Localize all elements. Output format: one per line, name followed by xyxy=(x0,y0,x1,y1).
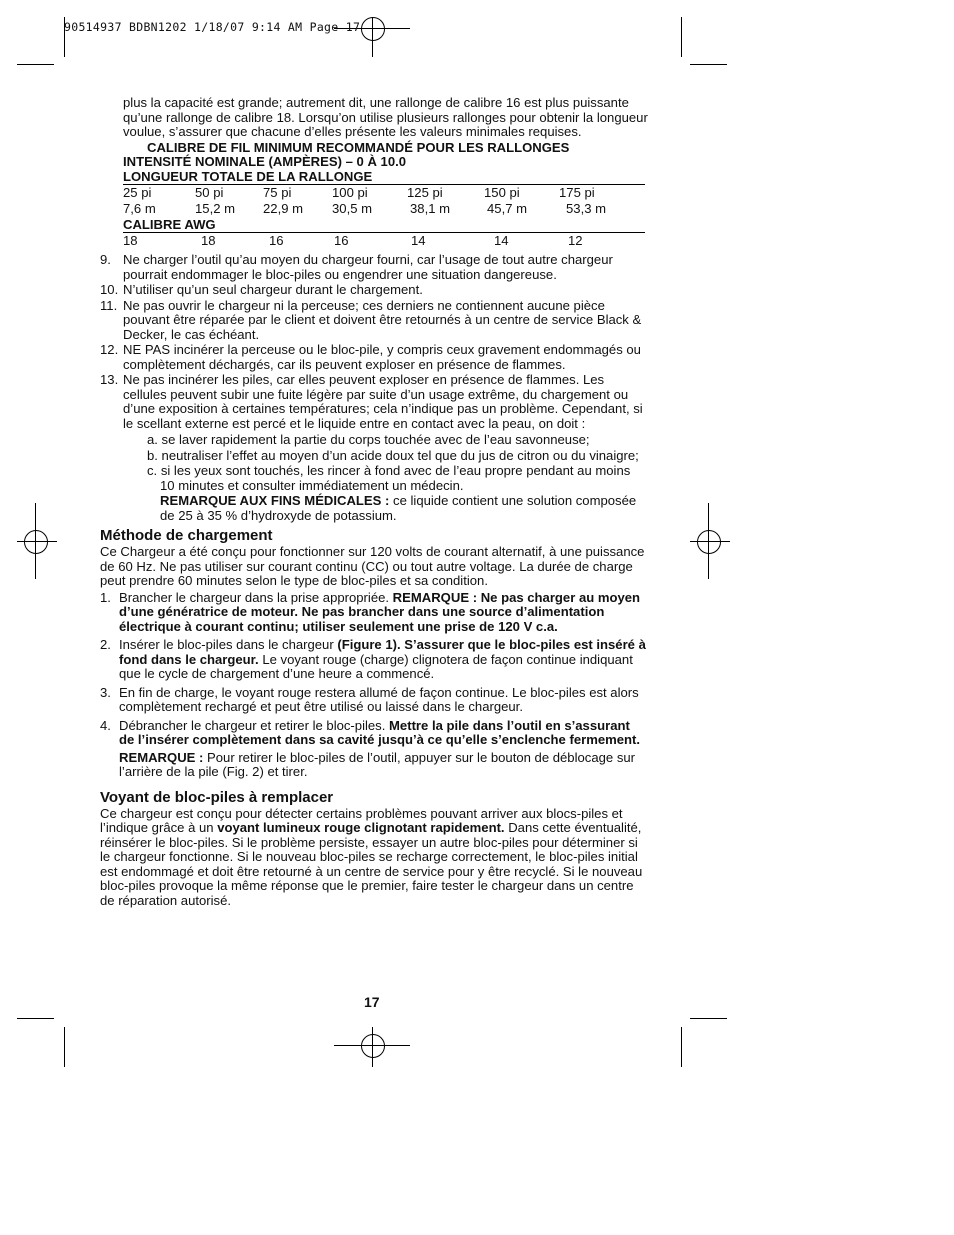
table-cell: 15,2 m xyxy=(195,201,236,216)
sub-item: a. se laver rapidement la partie du corps touchée avec de l’eau savonneuse; xyxy=(147,432,590,447)
crop-mark xyxy=(64,1027,65,1067)
sub-item: c. si les yeux sont touchés, les rincer à fond avec de l’eau propre pendant au moins 10 minutes et consulter immédiatement un médecin. xyxy=(147,463,631,493)
crop-mark xyxy=(690,1018,727,1019)
table-cell: 16 xyxy=(269,233,284,248)
table-row-gauge-header xyxy=(123,217,645,232)
intro-paragraph: plus la capacité est grande; autrement dit, une rallonge de calibre 16 est plus puissante qu’une rallonge de calibre 18. Lorsqu’on utilise plusieurs rallonges pour obtenir la longueur voulue, s’assurer que chacune d’elles présente les valeurs minimales requises. xyxy=(123,95,648,139)
replace-heading: Voyant de bloc-piles à remplacer xyxy=(100,788,334,806)
crop-mark xyxy=(690,64,727,65)
table-row-meters xyxy=(123,201,645,217)
crop-mark xyxy=(17,1018,54,1019)
print-slug: 90514937 BDBN1202 1/18/07 9:14 AM Page 17 xyxy=(64,20,361,34)
table-cell: 100 pi xyxy=(332,185,368,200)
crop-mark xyxy=(681,1027,682,1067)
table-cell: 175 pi xyxy=(559,185,595,200)
table-cell: 18 xyxy=(201,233,216,248)
charging-steps xyxy=(100,591,648,780)
charging-intro: Ce Chargeur a été conçu pour fonctionner sur 120 volts de courant alternatif, à une puissance de 60 Hz. Ne pas utiliser sur courant continu (CC) ou tout autre voltage. La durée de charge peut prendre 60 minutes selon le type de bloc-piles et sa condition. xyxy=(100,544,645,588)
table-cell: 53,3 m xyxy=(566,201,607,216)
table-cell: 150 pi xyxy=(484,185,520,200)
table-length-header: LONGUEUR TOTALE DE LA RALLONGE xyxy=(123,168,373,184)
list-item: 9. Ne charger l’outil qu’au moyen du chargeur fourni, car l’usage de tout autre chargeur pourrait endommager le bloc-piles ou engendrer une situation dangereuse. xyxy=(100,252,613,282)
charging-heading: Méthode de chargement xyxy=(100,527,273,544)
table-cell: 30,5 m xyxy=(332,201,373,216)
table-rating: INTENSITÉ NOMINALE (AMPÈRES) – 0 À 10.0 xyxy=(123,154,407,169)
safety-list xyxy=(100,253,648,523)
table-cell: 45,7 m xyxy=(487,201,528,216)
extension-cord-table-gauges xyxy=(123,232,645,249)
list-item: 4. Débrancher le chargeur et retirer le bloc-piles. Mettre la pile dans l’outil en s’assurant de l’insérer complètement dans sa cavité jusqu’à ce qu’elle s’enclenche fermement. REMARQUE : Pour retirer le bloc-piles de l’outil, appuyer sur le bouton de déblocage sur l’arrière de la pile (Fig. 2) et tirer. xyxy=(100,719,648,780)
table-cell: 38,1 m xyxy=(410,201,451,216)
table-cell: 22,9 m xyxy=(263,201,304,216)
crop-mark xyxy=(17,64,54,65)
table-cell: 14 xyxy=(411,233,426,248)
list-item: 2. Insérer le bloc-piles dans le chargeur (Figure 1). S’assurer que le bloc-piles est inséré à fond dans le chargeur. Le voyant rouge (charge) clignotera de façon continue indiquant que le cycle de chargement d’une heure a commencé. xyxy=(100,637,646,681)
removal-note: REMARQUE : Pour retirer le bloc-piles de l’outil, appuyer sur le bouton de déblocage sur l’arrière de la pile (Fig. 2) et tirer. xyxy=(119,749,636,779)
list-item: 13. Ne pas incinérer les piles, car elles peuvent exploser en présence de flammes. Les cellules peuvent subir une fuite légère par suite d’un usage extrême, du chargement ou d’une exposition à certaines températures; cela n’indique pas un problème. Cependant, si le scellant externe est percé et le liquide entre en contact avec la peau, on doit : a. se laver rapidement la partie du corps touchée avec de l’eau savonneuse; b. neutraliser l’effet au moyen d’un acide doux tel que du jus de citron ou du vinaigre; c. si les yeux sont touchés, les rincer à fond avec de l’eau propre pendant au moins 10 minutes et consulter immédiatement un médecin. REMARQUE AUX FINS MÉDICALES : ce liquide contient une solution composée de 25 à 35 % d’hydroxyde de potassium. xyxy=(100,373,648,523)
table-cell: 7,6 m xyxy=(123,201,156,216)
table-cell: 18 xyxy=(123,233,138,248)
table-row-feet xyxy=(123,185,645,201)
list-item: 11. Ne pas ouvrir le chargeur ni la perceuse; ces derniers ne contiennent aucune pièce pouvant être réparée par le client et doivent être retournés à un centre de service Black & Decker, le cas échéant. xyxy=(100,297,642,342)
table-cell: 75 pi xyxy=(263,185,292,200)
table-cell: 25 pi xyxy=(123,185,152,200)
page-number: 17 xyxy=(364,994,380,1010)
sub-item: b. neutraliser l’effet au moyen d’un acide doux tel que du jus de citron ou du vinaigre; xyxy=(147,447,639,463)
table-cell: 16 xyxy=(334,233,349,248)
table-title: CALIBRE DE FIL MINIMUM RECOMMANDÉ POUR LES RALLONGES xyxy=(147,139,570,155)
list-item: 12. NE PAS incinérer la perceuse ou le bloc-pile, y compris ceux gravement endommagés ou complètement déchargés, car ils peuvent exploser en présence de flammes. xyxy=(100,342,641,372)
replace-paragraph: Ce chargeur est conçu pour détecter certains problèmes pouvant arriver aux blocs-piles et l’indique grâce à un voyant lumineux rouge clignotant rapidement. Dans cette éventualité, réinsérer le bloc-piles. Si le problème persiste, essayer un autre bloc-piles pour déterminer si le chargeur fonctionne. Si le nouveau bloc-piles se recharge correctement, le bloc-piles initial est endommagé et doit être retourné à un centre de service pour y être recyclé. Si le nouveau bloc-piles provoque la même réponse que le premier, faire tester le chargeur dans un centre de réparation autorisé. xyxy=(100,805,643,908)
medical-note: REMARQUE AUX FINS MÉDICALES : ce liquide contient une solution composée de 25 à 35 % d’hydroxyde de potassium. xyxy=(160,493,637,523)
crop-mark xyxy=(681,17,682,57)
table-row-gauges xyxy=(123,233,645,249)
sub-list xyxy=(123,433,648,523)
extension-cord-table xyxy=(123,184,645,232)
table-cell: 125 pi xyxy=(407,185,443,200)
list-item: 1. Brancher le chargeur dans la prise appropriée. REMARQUE : Ne pas charger au moyen d’une génératrice de moteur. Ne pas brancher dans une source d’alimentation électrique à courant continu; utiliser seulement une prise de 120 V c.a. xyxy=(100,589,641,634)
table-cell: 50 pi xyxy=(195,185,224,200)
list-item: 10. N’utiliser qu’un seul chargeur durant le chargement. xyxy=(100,282,423,297)
page-content xyxy=(100,96,648,908)
table-cell: 14 xyxy=(494,233,509,248)
table-gauge-header: CALIBRE AWG xyxy=(123,217,216,232)
list-item: 3. En fin de charge, le voyant rouge restera allumé de façon continue. Le bloc-piles est alors complètement rechargé et peut être utilisé ou laissé dans le chargeur. xyxy=(100,684,639,714)
table-cell: 12 xyxy=(568,233,583,248)
